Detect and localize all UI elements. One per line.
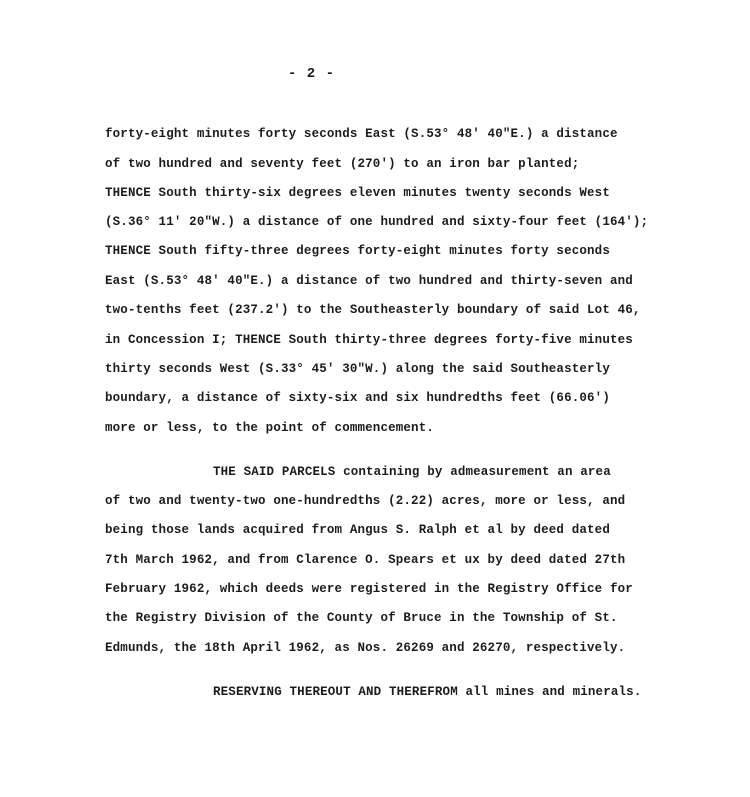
paragraph-1-line: boundary, a distance of sixty-six and six hundredths feet (66.06') — [105, 391, 610, 405]
paragraph-1-line: THENCE South fifty-three degrees forty-eight minutes forty seconds — [105, 244, 610, 258]
paragraph-1-line: in Concession I; THENCE South thirty-three degrees forty-five minutes — [105, 333, 633, 347]
paragraph-1-line: two-tenths feet (237.2') to the Southeasterly boundary of said Lot 46, — [105, 303, 641, 317]
paragraph-2-line: February 1962, which deeds were registered in the Registry Office for — [105, 582, 633, 596]
paragraph-2-line: THE SAID PARCELS containing by admeasurement an area — [213, 465, 611, 479]
paragraph-1-line: East (S.53° 48' 40"E.) a distance of two hundred and thirty-seven and — [105, 274, 633, 288]
paragraph-1-line: of two hundred and seventy feet (270') to an iron bar planted; — [105, 157, 580, 171]
page-number: - 2 - — [288, 66, 336, 82]
paragraph-1-line: more or less, to the point of commencement. — [105, 421, 435, 435]
paragraph-2-line: Edmunds, the 18th April 1962, as Nos. 26269 and 26270, respectively. — [105, 641, 626, 655]
paragraph-1-line: forty-eight minutes forty seconds East (S.53° 48' 40"E.) a distance — [105, 127, 618, 141]
paragraph-2-line: being those lands acquired from Angus S. Ralph et al by deed dated — [105, 523, 610, 537]
paragraph-1-line: thirty seconds West (S.33° 45' 30"W.) along the said Southeasterly — [105, 362, 610, 376]
paragraph-3-line: RESERVING THEREOUT AND THEREFROM all mines and minerals. — [213, 685, 642, 699]
paragraph-1-line: THENCE South thirty-six degrees eleven minutes twenty seconds West — [105, 186, 610, 200]
paragraph-2-line: of two and twenty-two one-hundredths (2.22) acres, more or less, and — [105, 494, 626, 508]
paragraph-2-line: 7th March 1962, and from Clarence O. Spears et ux by deed dated 27th — [105, 553, 626, 567]
paragraph-1-line: (S.36° 11' 20"W.) a distance of one hundred and sixty-four feet (164'); — [105, 215, 649, 229]
paragraph-2-line: the Registry Division of the County of Bruce in the Township of St. — [105, 611, 618, 625]
